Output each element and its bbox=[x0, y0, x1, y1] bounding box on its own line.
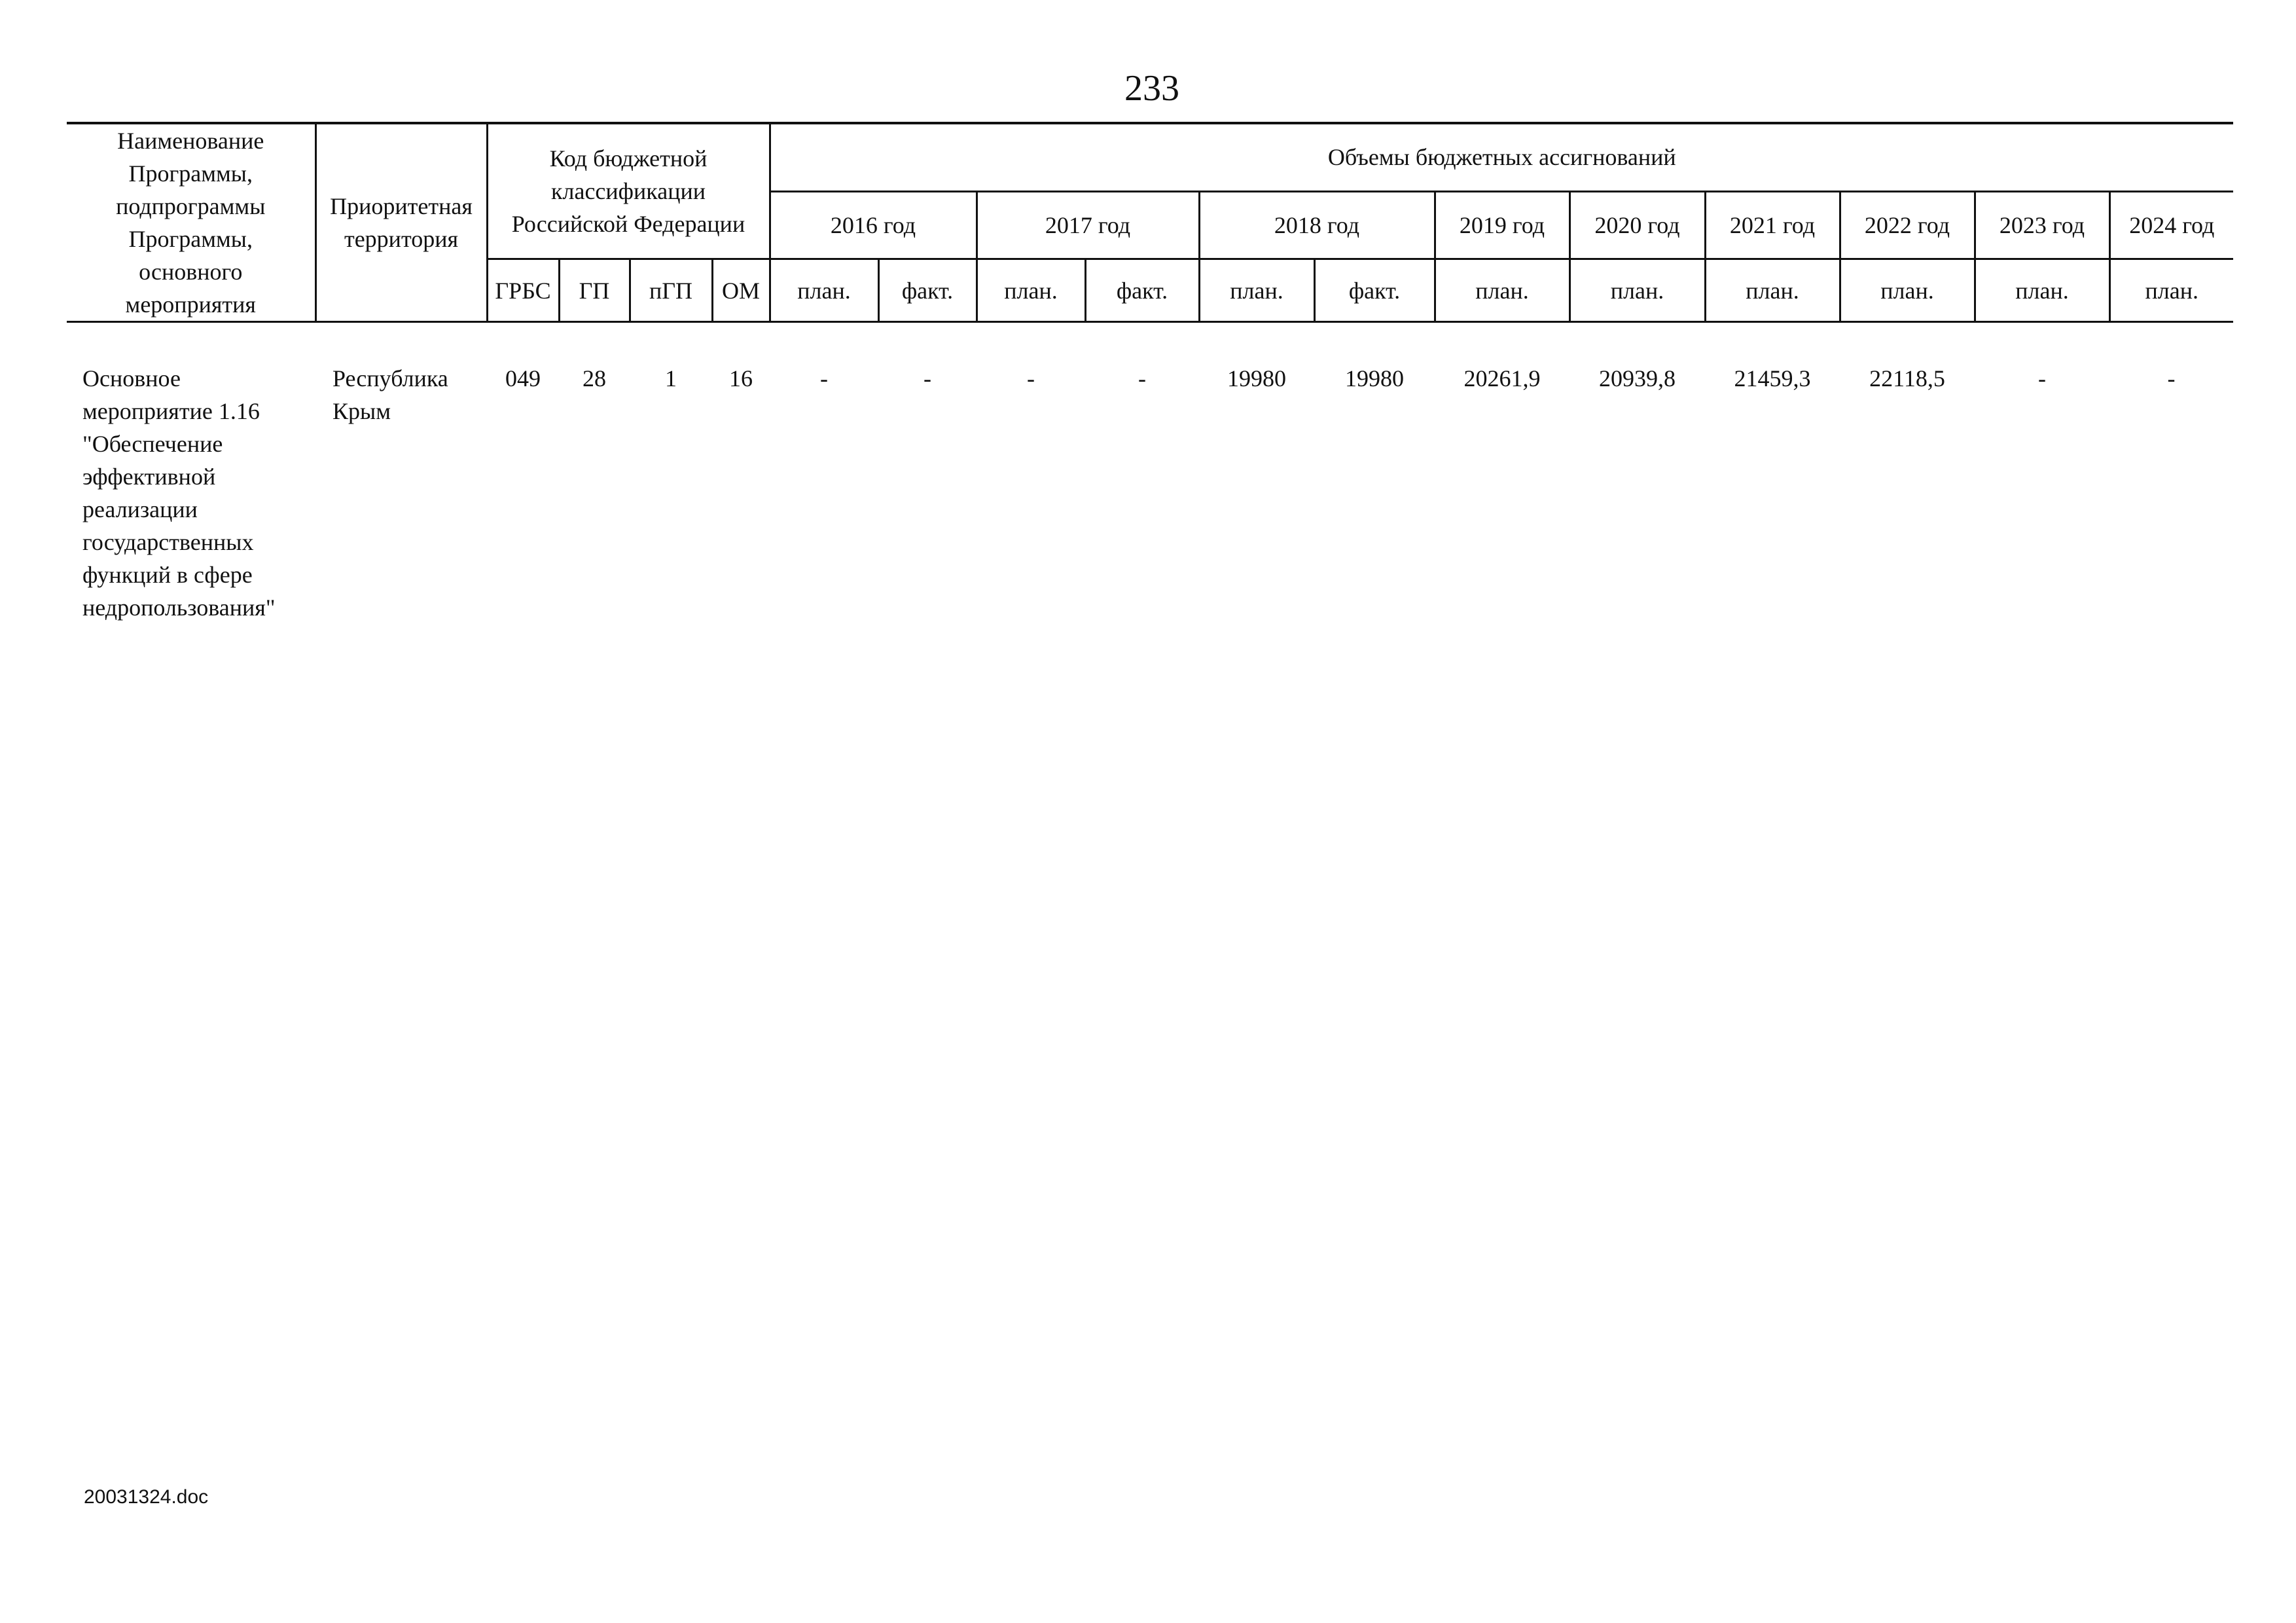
header-code-grbs: ГРБС bbox=[487, 259, 559, 322]
row-2017-fact: - bbox=[1138, 365, 1146, 392]
header-2021-plan: план. bbox=[1705, 259, 1840, 322]
header-year-2016: 2016 год bbox=[770, 191, 977, 259]
row-2024-plan: - bbox=[2167, 365, 2176, 392]
row-code-grbs: 049 bbox=[505, 365, 541, 392]
row-2019-plan: 20261,9 bbox=[1463, 365, 1541, 392]
row-territory: Республика Крым bbox=[332, 365, 448, 424]
row-code-gp: 28 bbox=[583, 365, 606, 392]
header-budget-volumes: Объемы бюджетных ассигнований bbox=[770, 123, 2233, 191]
header-budget-classification-code: Код бюджетной классификации Российской Федерации bbox=[487, 123, 770, 259]
header-2017-fact: факт. bbox=[1085, 259, 1199, 322]
page-number: 233 bbox=[1124, 68, 1179, 109]
row-2018-plan: 19980 bbox=[1227, 365, 1286, 392]
row-program-name: Основное мероприятие 1.16 "Обеспечение эффективной реализации государственных функций в сфере недропользования" bbox=[82, 365, 276, 621]
row-code-pgp: 1 bbox=[665, 365, 677, 392]
table-row bbox=[67, 322, 2233, 625]
row-2023-plan: - bbox=[2038, 365, 2046, 392]
document-filename: 20031324.doc bbox=[84, 1486, 209, 1508]
row-2017-plan: - bbox=[1027, 365, 1035, 392]
header-year-2022: 2022 год bbox=[1840, 191, 1975, 259]
header-code-pgp: пГП bbox=[630, 259, 712, 322]
header-2016-plan: план. bbox=[770, 259, 878, 322]
header-program-name: Наименование Программы, подпрограммы Программы, основного мероприятия bbox=[67, 123, 315, 322]
header-2019-plan: план. bbox=[1435, 259, 1570, 322]
header-priority-territory: Приоритетная территория bbox=[315, 123, 487, 322]
row-2020-plan: 20939,8 bbox=[1599, 365, 1676, 392]
header-2023-plan: план. bbox=[1975, 259, 2109, 322]
header-year-2019: 2019 год bbox=[1435, 191, 1570, 259]
row-2016-plan: - bbox=[820, 365, 828, 392]
header-year-2023: 2023 год bbox=[1975, 191, 2109, 259]
row-2016-fact: - bbox=[924, 365, 931, 392]
header-year-2021: 2021 год bbox=[1705, 191, 1840, 259]
header-2024-plan: план. bbox=[2109, 259, 2233, 322]
header-2016-fact: факт. bbox=[878, 259, 977, 322]
row-2022-plan: 22118,5 bbox=[1869, 365, 1945, 392]
header-code-gp: ГП bbox=[559, 259, 630, 322]
header-2020-plan: план. bbox=[1570, 259, 1705, 322]
row-code-om: 16 bbox=[729, 365, 753, 392]
header-year-2017: 2017 год bbox=[977, 191, 1199, 259]
header-2017-plan: план. bbox=[977, 259, 1085, 322]
header-2022-plan: план. bbox=[1840, 259, 1975, 322]
header-year-2018: 2018 год bbox=[1199, 191, 1435, 259]
header-2018-plan: план. bbox=[1199, 259, 1314, 322]
row-2021-plan: 21459,3 bbox=[1734, 365, 1811, 392]
header-2018-fact: факт. bbox=[1314, 259, 1435, 322]
header-year-2020: 2020 год bbox=[1570, 191, 1705, 259]
header-year-2024: 2024 год bbox=[2109, 191, 2233, 259]
row-2018-fact: 19980 bbox=[1345, 365, 1404, 392]
header-code-om: ОМ bbox=[712, 259, 770, 322]
budget-allocation-table bbox=[67, 122, 2233, 624]
